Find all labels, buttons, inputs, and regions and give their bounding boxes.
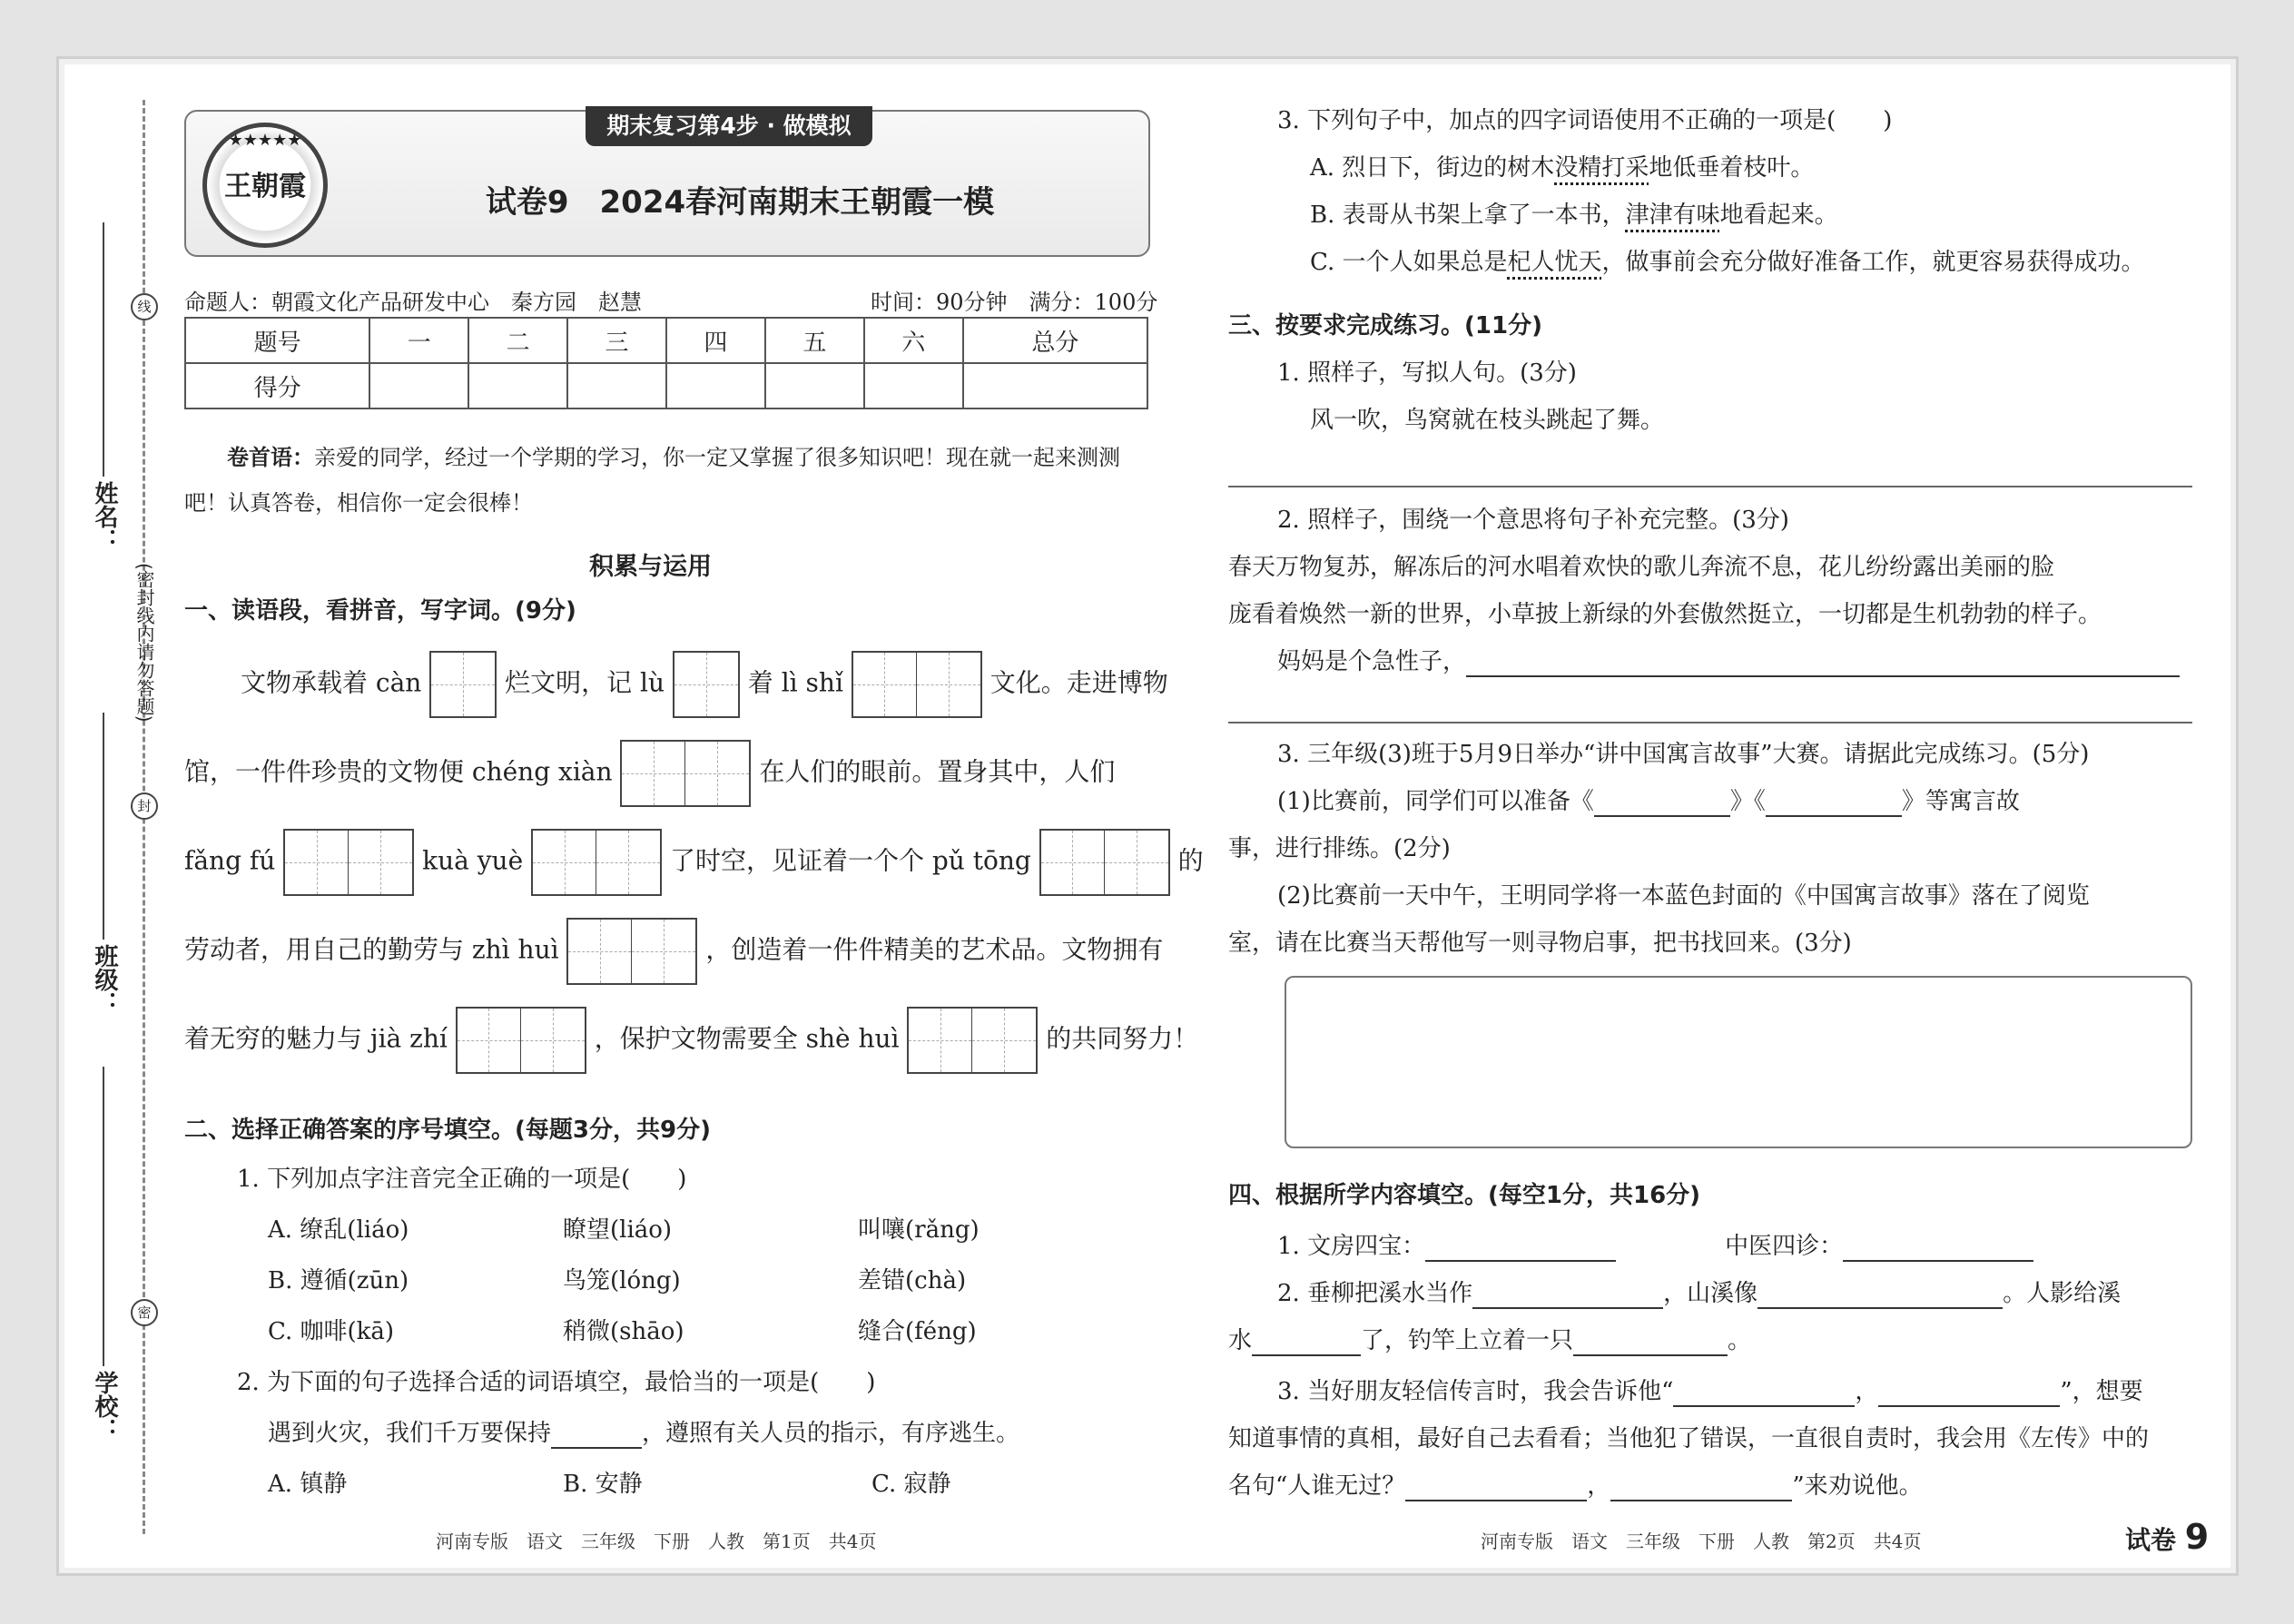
q2-2-blank[interactable] — [551, 1423, 642, 1449]
q2-2-sentence-a: 遇到火灾，我们千万要保持 — [268, 1420, 552, 1447]
setter-line: 命题人：朝霞文化产品研发中心 秦方园 赵慧 — [184, 290, 642, 315]
dotted-idiom: 杞人忧天 — [1507, 249, 1602, 276]
pinyin-answer-box[interactable] — [429, 651, 497, 718]
q3-2-answer-line[interactable] — [1228, 722, 2192, 723]
q2-3-option-b — [1310, 201, 1838, 231]
q1-text: 了时空，见证着一个个 pǔ tōng — [669, 845, 1031, 876]
score-cell: 二 — [468, 318, 567, 363]
q1-text: 文物承载着 càn — [241, 667, 422, 698]
q2-1-option-a2: 瞭望(liáo) — [563, 1216, 673, 1244]
q3-heading: 三、按要求完成练习。(11分) — [1228, 312, 1542, 340]
q2-2-option-a: A. 镇静 — [268, 1471, 348, 1498]
q4-2-text: 水 — [1228, 1327, 1253, 1354]
q2-1-option-b2: 鸟笼(lóng) — [563, 1267, 681, 1294]
footer-left: 河南专版 语文 三年级 下册 人教 第1页 共4页 — [436, 1530, 877, 1552]
q2-2-sentence — [268, 1419, 1019, 1449]
q2-2-stem: 2. 为下面的句子选择合适的词语填空，最恰当的一项是( ) — [237, 1369, 876, 1396]
q3-2-stem: 2. 照样子，围绕一个意思将句子补充完整。(3分) — [1277, 507, 1789, 534]
score-input-cell[interactable] — [765, 363, 864, 408]
option-text: C. 一个人如果总是 — [1310, 249, 1508, 276]
brand-seal — [202, 123, 328, 248]
q4-2-blank-2[interactable] — [1757, 1284, 2003, 1309]
pinyin-answer-box[interactable] — [1039, 829, 1170, 896]
intro-line-2: 吧！认真答卷，相信你一定会很棒！ — [184, 490, 533, 516]
q1-text: 馆，一件件珍贵的文物便 chéng xiàn — [184, 756, 613, 787]
school-label: 学校： — [91, 1371, 118, 1442]
q1-text: ，创造着一件件精美的艺术品。文物拥有 — [705, 934, 1164, 965]
q4-2-blank-1[interactable] — [1472, 1284, 1663, 1309]
name-field[interactable] — [103, 222, 104, 477]
q4-3-line-1 — [1277, 1377, 2143, 1407]
q3-3-2-line-2: 室，请在比赛当天帮他写一则寻物启事，把书找回来。(3分) — [1228, 930, 1852, 957]
score-cell: 六 — [864, 318, 963, 363]
paper-number: 9 — [2184, 1517, 2210, 1557]
q4-3-text: ， — [1587, 1472, 1611, 1500]
score-cell: 四 — [666, 318, 765, 363]
pinyin-answer-box[interactable] — [531, 829, 662, 896]
q4-1-blank-2[interactable] — [1843, 1236, 2033, 1262]
score-input-cell[interactable] — [963, 363, 1147, 408]
q1-line-4 — [184, 918, 1163, 985]
q4-2-text: 。 — [1728, 1327, 1752, 1354]
q3-1-stem: 1. 照样子，写拟人句。(3分) — [1277, 359, 1577, 387]
q1-text: 在人们的眼前。置身其中，人们 — [759, 756, 1116, 787]
dotted-idiom: 没精打采 — [1554, 154, 1649, 182]
q3-2-passage-1: 春天万物复苏，解冻后的河水唱着欢快的歌儿奔流不息，花儿纷纷露出美丽的脸 — [1228, 554, 2055, 581]
score-cell: 题号 — [185, 318, 369, 363]
q2-1-option-c1: C. 咖啡(kā) — [268, 1318, 395, 1345]
pinyin-answer-box[interactable] — [620, 740, 751, 807]
seal-brand-text: 王朝霞 — [224, 171, 306, 202]
q4-2-text: ，山溪像 — [1663, 1280, 1758, 1307]
q3-3-2-line-1: (2)比赛前一天中午，王明同学将一本蓝色封面的《中国寓言故事》落在了阅览 — [1277, 882, 2090, 910]
q2-2-option-c: C. 寂静 — [871, 1471, 951, 1498]
option-text: 地看起来。 — [1719, 202, 1838, 229]
q3-2-prompt — [1277, 647, 2192, 677]
q2-3-option-a — [1310, 153, 1814, 183]
pinyin-answer-box[interactable] — [566, 918, 697, 985]
q4-3-blank-2[interactable] — [1878, 1382, 2060, 1407]
q4-3-blank-1[interactable] — [1673, 1382, 1855, 1407]
option-text: ，做事前会充分做好准备工作，就更容易获得成功。 — [1601, 249, 2145, 276]
section-title: 积累与运用 — [589, 553, 712, 581]
q4-heading: 四、根据所学内容填空。(每空1分，共16分) — [1228, 1182, 1701, 1209]
q3-2-prompt-text: 妈妈是个急性子， — [1277, 648, 1467, 675]
q3-1-example: 风一吹，鸟窝就在枝头跳起了舞。 — [1310, 407, 1665, 434]
lost-item-notice-answer-box[interactable] — [1285, 976, 2192, 1148]
q2-heading: 二、选择正确答案的序号填空。(每题3分，共9分) — [184, 1117, 711, 1144]
exam-sheet — [56, 56, 2239, 1576]
score-table — [184, 317, 1148, 409]
q1-line-2 — [184, 740, 1115, 807]
score-cell: 总分 — [963, 318, 1147, 363]
q4-3-text: ， — [1855, 1378, 1879, 1405]
score-table-score-row — [185, 363, 1147, 408]
q4-2-text: 了，钓竿上立着一只 — [1361, 1327, 1574, 1354]
q1-line-5 — [184, 1007, 1198, 1074]
q1-text: 着无穷的魅力与 jià zhí — [184, 1023, 448, 1054]
score-input-cell[interactable] — [864, 363, 963, 408]
q3-3-1-line — [1277, 787, 2020, 817]
q3-3-text: 》《 — [1729, 788, 1766, 815]
q2-1-option-c3: 缝合(féng) — [858, 1318, 977, 1345]
exam-title: 试卷9 2024春河南期末王朝霞一模 — [485, 184, 995, 221]
score-input-cell[interactable] — [369, 363, 468, 408]
q1-text: 的共同努力！ — [1046, 1023, 1199, 1054]
binding-mark-feng: 封 — [131, 792, 158, 820]
name-label: 姓名： — [91, 481, 118, 552]
q1-line-1 — [241, 651, 1168, 718]
q2-1-option-b3: 差错(chà) — [858, 1267, 967, 1294]
pinyin-answer-box[interactable] — [907, 1007, 1038, 1074]
q3-3-text: (1)比赛前，同学们可以准备《 — [1277, 788, 1594, 815]
intro-line-1 — [227, 439, 1120, 471]
q2-3-option-c — [1310, 248, 2145, 278]
q3-2-passage-2: 庞看着焕然一新的世界，小草披上新绿的外套傲然挺立，一切都是生机勃勃的样子。 — [1228, 601, 2102, 628]
q1-text: 劳动者，用自己的勤劳与 zhì huì — [184, 934, 559, 965]
q4-3-line-3 — [1228, 1471, 1923, 1501]
footer-right: 河南专版 语文 三年级 下册 人教 第2页 共4页 — [1481, 1530, 1922, 1552]
q4-1-blank-1[interactable] — [1425, 1236, 1616, 1262]
score-input-cell[interactable] — [468, 363, 567, 408]
review-step-tag: 期末复习第4步 · 做模拟 — [586, 106, 872, 146]
time-score-line: 时间：90分钟 满分：100分 — [871, 290, 1158, 315]
score-cell: 五 — [765, 318, 864, 363]
pinyin-answer-box[interactable] — [673, 651, 740, 718]
option-text: 地低垂着枝叶。 — [1649, 154, 1815, 182]
fable-title-blank-1[interactable] — [1594, 792, 1730, 817]
score-cell: 一 — [369, 318, 468, 363]
dotted-idiom: 津津有味 — [1625, 202, 1720, 229]
q4-1-text: 1. 文房四宝： — [1277, 1233, 1426, 1260]
q4-2-blank-4[interactable] — [1573, 1331, 1728, 1356]
q3-3-text: 》等寓言故 — [1901, 788, 2020, 815]
school-field[interactable] — [103, 1067, 104, 1366]
q1-line-3 — [184, 829, 1204, 896]
q2-2-sentence-b: ，遵照有关人员的指示，有序逃生。 — [642, 1420, 1020, 1447]
score-row-label: 得分 — [185, 363, 369, 408]
q3-3-stem: 3. 三年级(3)班于5月9日举办“讲中国寓言故事”大赛。请据此完成练习。(5分) — [1277, 741, 2090, 768]
q3-2-blank[interactable] — [1466, 652, 2180, 677]
q1-text: fǎng fú — [184, 845, 276, 876]
fable-title-blank-2[interactable] — [1766, 792, 1902, 817]
q4-2-blank-3[interactable] — [1252, 1331, 1361, 1356]
q2-1-option-a1: A. 缭乱(liáo) — [268, 1216, 409, 1244]
q2-1-option-a3: 叫嚷(rǎng) — [858, 1216, 980, 1244]
q4-2-text: 。人影给溪 — [2003, 1280, 2122, 1307]
q1-text: kuà yuè — [422, 845, 524, 876]
q3-1-answer-line[interactable] — [1228, 486, 2192, 487]
q2-1-option-b1: B. 遵循(zūn) — [268, 1267, 409, 1294]
q4-1-line — [1277, 1232, 2033, 1262]
q4-2-line-2 — [1228, 1326, 1751, 1356]
q2-2-option-b: B. 安静 — [563, 1471, 643, 1498]
score-table-header-row — [185, 318, 1147, 363]
score-input-cell[interactable] — [567, 363, 666, 408]
q4-1-text: 中医四诊： — [1725, 1233, 1844, 1260]
intro-lead: 卷首语： — [227, 444, 314, 470]
binding-warning: (密封线内请勿答题) — [133, 563, 155, 723]
q4-3-text: 3. 当好朋友轻信传言时，我会告诉他“ — [1277, 1378, 1674, 1405]
paper-number-badge — [2125, 1517, 2209, 1557]
q2-1-option-c2: 稍微(shāo) — [563, 1318, 684, 1345]
option-text: A. 烈日下，街边的树木 — [1310, 154, 1555, 182]
q1-text: ，保护文物需要全 shè huì — [594, 1023, 900, 1054]
q1-text: 烂文明，记 lù — [505, 667, 665, 698]
class-field[interactable] — [103, 713, 104, 940]
q4-2-line-1 — [1277, 1279, 2121, 1309]
q1-text: 的 — [1177, 845, 1204, 876]
q4-2-text: 2. 垂柳把溪水当作 — [1277, 1280, 1473, 1307]
pinyin-answer-box[interactable] — [456, 1007, 586, 1074]
seal-stars-icon: ★★★★★ — [228, 131, 302, 150]
binding-mark-xian: 线 — [131, 293, 158, 320]
q2-3-stem: 3. 下列句子中，加点的四字词语使用不正确的一项是( ) — [1277, 107, 1893, 134]
pinyin-answer-box[interactable] — [283, 829, 414, 896]
q4-3-text: 名句“人谁无过？ — [1228, 1472, 1406, 1500]
q2-1-stem: 1. 下列加点字注音完全正确的一项是( ) — [237, 1166, 687, 1193]
intro-text-1: 亲爱的同学，经过一个学期的学习，你一定又掌握了很多知识吧！现在就一起来测测 — [314, 445, 1120, 470]
score-cell: 三 — [567, 318, 666, 363]
class-label: 班级： — [91, 944, 118, 1015]
q4-3-blank-4[interactable] — [1610, 1476, 1792, 1501]
q4-3-text: ”，想要 — [2060, 1378, 2143, 1405]
q4-3-line-2: 知道事情的真相，最好自己去看看；当他犯了错误，一直很自责时，我会用《左传》中的 — [1228, 1425, 2150, 1452]
exam-header — [184, 110, 1150, 257]
q4-3-text: ”来劝说他。 — [1792, 1472, 1923, 1500]
paper-label: 试卷 — [2125, 1525, 2177, 1555]
score-input-cell[interactable] — [666, 363, 765, 408]
q1-heading: 一、读语段，看拼音，写字词。(9分) — [184, 597, 576, 625]
q3-3-1-line-2: 事，进行排练。(2分) — [1228, 835, 1451, 862]
option-text: B. 表哥从书架上拿了一本书， — [1310, 202, 1626, 229]
q4-3-blank-3[interactable] — [1405, 1476, 1587, 1501]
pinyin-answer-box[interactable] — [852, 651, 982, 718]
binding-mark-mi: 密 — [131, 1299, 158, 1326]
q1-text: 着 lì shǐ — [747, 667, 843, 698]
q1-text: 文化。走进博物 — [989, 667, 1168, 698]
